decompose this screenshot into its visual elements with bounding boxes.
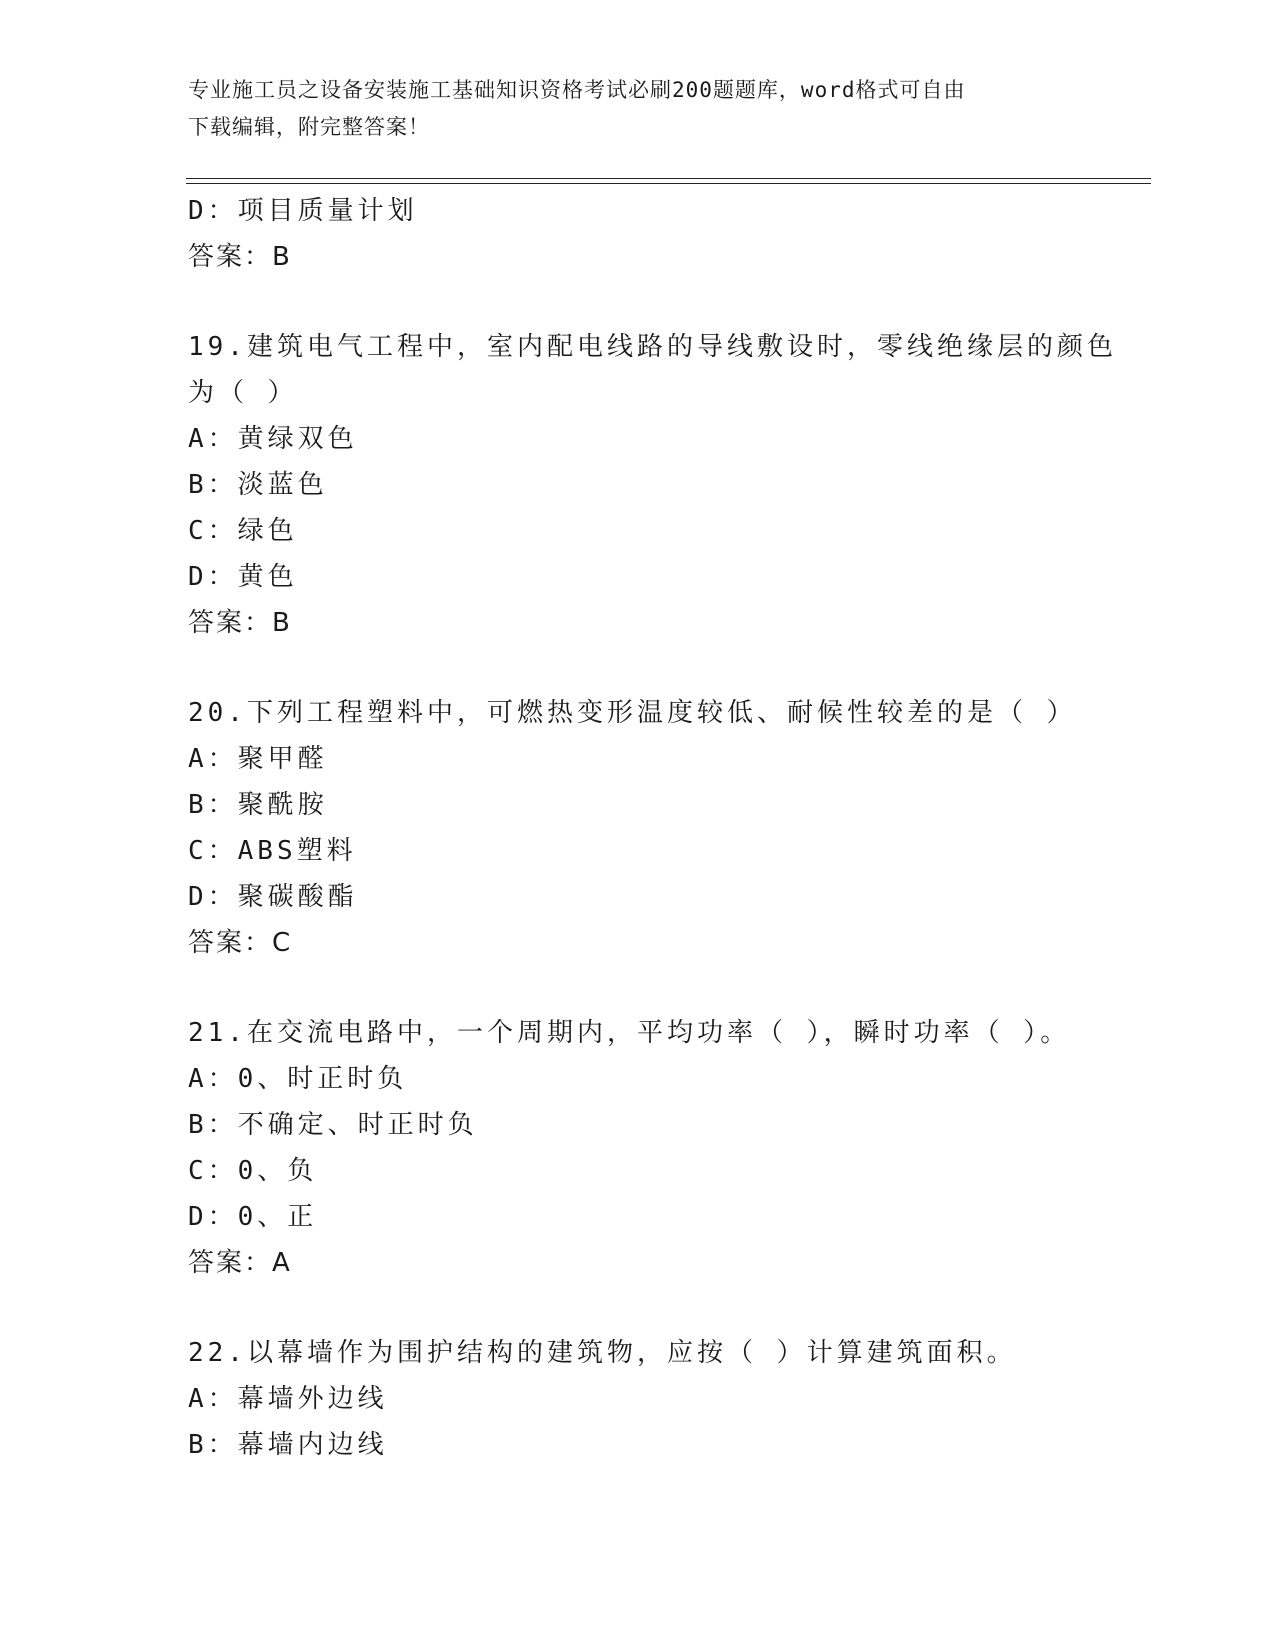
answer-line: 答案：C <box>188 928 293 958</box>
header-divider-bottom <box>186 183 1151 184</box>
question-21 <box>188 1010 1088 1286</box>
option-a: A：0、时正时负 <box>188 1064 408 1094</box>
question-stem: 22.以幕墙作为围护结构的建筑物，应按（ ）计算建筑面积。 <box>188 1338 1017 1368</box>
question-stem-line-1: 19.建筑电气工程中，室内配电线路的导线敷设时，零线绝缘层的颜色 <box>188 332 1117 362</box>
option-b: B：不确定、时正时负 <box>188 1110 478 1140</box>
answer-line: 答案：B <box>188 242 292 272</box>
option-c: C：ABS塑料 <box>188 836 357 866</box>
spacer <box>188 966 1088 1010</box>
option-a: A：黄绿双色 <box>188 424 358 454</box>
header-line-1: 专业施工员之设备安装施工基础知识资格考试必刷200题题库，word格式可自由 <box>188 78 966 102</box>
spacer <box>188 646 1088 690</box>
option-d: D：聚碳酸酯 <box>188 882 358 912</box>
question-18-tail <box>188 188 1088 280</box>
option-a: A：幕墙外边线 <box>188 1384 388 1414</box>
question-list <box>188 188 1117 1468</box>
header-line-2: 下载编辑，附完整答案！ <box>188 115 430 139</box>
answer-line: 答案：B <box>188 608 292 638</box>
option-c: C：绿色 <box>188 516 298 546</box>
document-header <box>188 72 1088 146</box>
answer-line: 答案：A <box>188 1248 292 1278</box>
question-stem: 20.下列工程塑料中，可燃热变形温度较低、耐候性较差的是（ ） <box>188 698 1077 728</box>
option-b: B：幕墙内边线 <box>188 1430 388 1460</box>
option-d: D：项目质量计划 <box>188 196 418 226</box>
option-b: B：淡蓝色 <box>188 470 328 500</box>
question-stem: 21.在交流电路中，一个周期内，平均功率（ ），瞬时功率（ ）。 <box>188 1018 1071 1048</box>
question-22 <box>188 1330 1088 1468</box>
question-19 <box>188 324 1117 646</box>
option-a: A：聚甲醛 <box>188 744 328 774</box>
option-d: D：0、正 <box>188 1202 318 1232</box>
spacer <box>188 280 1088 324</box>
question-20 <box>188 690 1088 966</box>
spacer <box>188 1286 1088 1330</box>
question-stem-line-2: 为（ ） <box>188 378 298 408</box>
option-b: B：聚酰胺 <box>188 790 328 820</box>
header-divider-top <box>186 178 1151 179</box>
option-c: C：0、负 <box>188 1156 318 1186</box>
option-d: D：黄色 <box>188 562 298 592</box>
